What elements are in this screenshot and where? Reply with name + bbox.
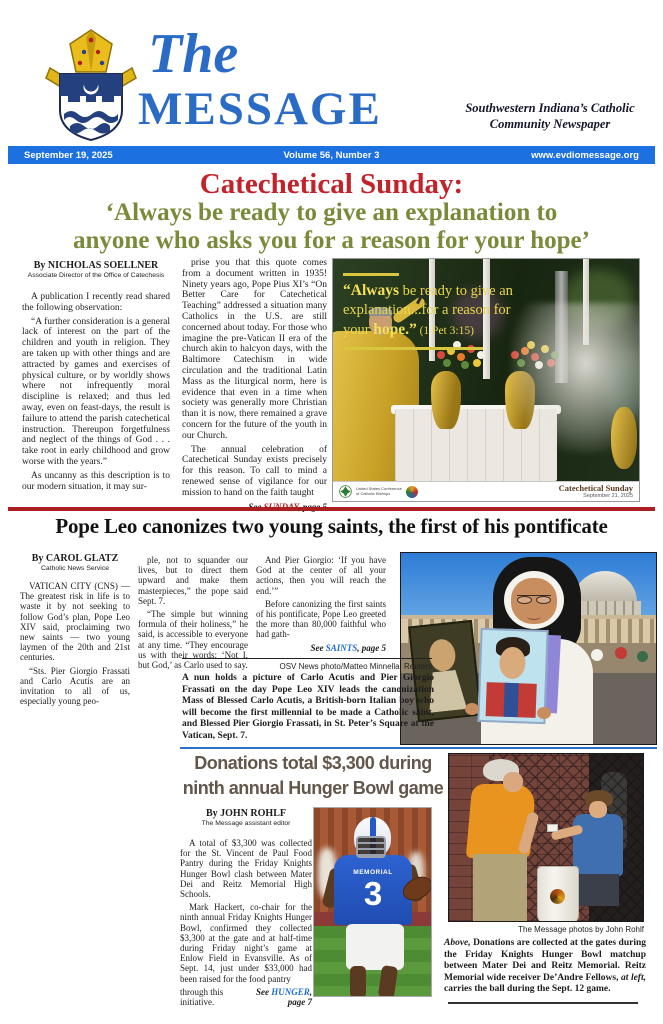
boy-face: [589, 801, 607, 818]
jump-line-hunger[interactable]: See HUNGER, page 7: [255, 987, 312, 1008]
nun-hand: [537, 707, 551, 719]
byline-author-title: Catholic News Service: [41, 565, 109, 572]
donation-collection-photo: [448, 753, 644, 922]
portrait-face: [499, 647, 526, 680]
thurible: [611, 407, 637, 469]
tagline-line1: Southwestern Indiana’s Catholic: [465, 101, 635, 115]
paragraph: And Pier Giorgio: ‘If you have God at the center of all your actions, then you will reach the end.’”: [256, 555, 386, 596]
volunteer-pants: [473, 854, 527, 922]
football-player-photo: [313, 807, 432, 997]
photo-credit: The Message photos by John Rohlf: [518, 925, 644, 934]
paragraph: “A further consideration is a general lack of interest on the part of the children and youth in religion. They are taken up with other things and are attracted by games and exercises of physical culture, or by worldly shows where not infrequently moral discipline is relaxed; and thus led away, even on feast-days, the result is failure to attend the parish catechetical instruction. Thereupon forgetfulness and neglect of the things of God . . . take root in early childhood and grow worse with the years.”: [22, 316, 170, 467]
quote-rule-bottom: [343, 347, 483, 350]
article2-column3: [256, 555, 386, 653]
gold-vase: [431, 371, 461, 429]
nun-glasses: [517, 595, 551, 604]
tagline-line2: Community Newspaper: [489, 117, 611, 131]
altar-scene: [333, 259, 639, 481]
article2-headline: Pope Leo canonizes two young saints, the first of his pontificate: [55, 514, 608, 538]
footer-title: Catechetical Sunday: [558, 483, 633, 493]
article2-column2: [138, 555, 248, 673]
diocese-crest-icon: [36, 28, 146, 144]
paragraph: VATICAN CITY (CNS) — The greatest risk in life is to waste it by not seeking to follow God’s plan, Pope Leo XIV said, proclaiming two new saints — two young laymen of the 20th and 21st centuries.: [20, 581, 130, 663]
byline-author-title: Associate Director of the Office of Catechesis: [27, 272, 165, 279]
crowd-person: [637, 651, 648, 662]
boy-shorts: [577, 874, 619, 906]
article2-byline: [20, 553, 130, 572]
paper-title-the: The: [148, 23, 239, 85]
jump-line-saints[interactable]: See SAINTS, page 5: [310, 642, 386, 653]
article3-byline: [180, 808, 312, 827]
catechetical-sunday-logo-icon: [406, 486, 418, 498]
paragraph: prise you that this quote comes from a document written in 1935! Ninety years ago, Pope Pius XI’s “On Better Care for Catechetical Teaching” addressed a situation many Catholics in the U.S. are still concerned about today. For those who imagine the pre-Vatican II era of the church akin to halcyon days, with the Baltimore Catechism in wide circulation and the traditional Latin Mass as the liturgical norm, here is evidence that even in a time when society was generally more Christian than it is now, there remained a grave concern for the future of the youth in our Church.: [182, 258, 327, 441]
photo-footer-right: [559, 484, 633, 499]
issue-date: September 19, 2025: [24, 149, 113, 161]
catechetical-sunday-photo: [332, 258, 640, 502]
section-divider-red: [8, 507, 655, 511]
portrait-shirt: [486, 682, 537, 718]
article1-headline-line2: anyone who asks you for a reason for your hope’: [73, 227, 590, 254]
bucket-logo: [550, 889, 565, 904]
nun-hand: [465, 703, 479, 715]
nun-photo-caption: A nun holds a picture of Carlo Acutis and Pier Giorgio Frassati on the day Pope Leo XIV leads the canonization Mass of Blessed Carlo Acutis, a British-born Italian boy who will become the first millennial to be made a Catholic saint, and Blessed Pier Giorgio Frassati, in St. Peter’s Square at the Vatican, Sept. 7.: [182, 673, 434, 741]
article1-kicker: Catechetical Sunday:: [199, 168, 464, 200]
article3-last-row: [180, 987, 312, 1007]
photo-credit: OSV News photo/Matteo Minnella, Reuters: [279, 662, 432, 671]
donation-bucket: [537, 866, 579, 922]
section-divider-blue: [180, 747, 657, 749]
flower-arrangement: [437, 351, 445, 359]
footer-date: September 21, 2025: [583, 493, 633, 499]
jersey-team-name: MEMORIAL: [353, 869, 393, 876]
st-peters-dome: [573, 571, 637, 605]
paragraph: “The simple but winning formula of their holiness,” he said, is accessible to everyone at any time. “They encourage us with their words: ‘Not I, but God,’ as Carlo used to say.: [138, 609, 248, 671]
article1-column1: [22, 292, 170, 495]
crowd-person: [591, 649, 603, 661]
player-pants: [346, 924, 404, 970]
nun-smile: [527, 613, 541, 620]
facemask: [356, 836, 386, 858]
paragraph-tail: through this initiative.: [180, 986, 224, 1008]
byline-author-title: The Message assistant editor: [201, 820, 291, 827]
date-bar: [8, 146, 655, 164]
article1-headline-line1: ‘Always be ready to give an explanation to: [105, 199, 558, 226]
paragraph: As uncanny as this description is to our modern situation, it may sur-: [22, 470, 170, 492]
byline-author: By NICHOLAS SOELLNER: [33, 260, 159, 271]
website-link[interactable]: www.evdiomessage.org: [531, 149, 639, 161]
usccb-logo-icon: [339, 485, 352, 498]
player-leg: [350, 966, 366, 997]
article2-column1: [20, 581, 130, 709]
paragraph: ple, not to squander our lives, but to direct them upward and make them masterpieces,” the pope said Sept. 7.: [138, 555, 248, 606]
paragraph: A total of $3,300 was collected for the St. Vincent de Paul Food Pantry during the Friday Knights Hunger Bowl clash between Mater Dei and Reitz Memorial High Schools.: [180, 838, 312, 900]
article1-byline: [22, 260, 170, 279]
paragraph: A publication I recently read shared the following observation:: [22, 292, 170, 313]
donation-bill: [547, 824, 558, 832]
byline-author: By JOHN ROHLF: [205, 808, 286, 819]
hunger-bowl-caption: Above, Donations are collected at the gates during the Friday Knights Hunger Bowl matchup between Mater Dei and Reitz Memorial. Reitz Memorial wide receiver De’Andre Fellows, at left, carries the ball during the Sept. 12 game.: [444, 938, 646, 994]
volume-number: Volume 56, Number 3: [283, 149, 380, 161]
portrait-face: [428, 638, 457, 673]
paper-title: MESSAGE: [138, 83, 382, 135]
volunteer-face: [503, 772, 523, 792]
photo-quote: “Always be ready to give an explanation...for a reason for your hope.” (1 Pet 3:15): [343, 282, 513, 338]
headline-line2: ninth annual Hunger Bowl game: [182, 778, 444, 798]
paragraph: “Sts. Pier Giorgio Frassati and Carlo Acutis are an invitation to all of us, especially young peo-: [20, 665, 130, 707]
paragraph: Before canonizing the first saints of his pontificate, Pope Leo greeted the more than 80,000 faithful who had gath-: [256, 598, 386, 640]
photo-footer-strip: [333, 481, 639, 501]
byline-author: By CAROL GLATZ: [31, 553, 119, 564]
quote-rule-top: [343, 273, 399, 276]
tagline: [446, 100, 654, 132]
jersey-number: 3: [363, 875, 383, 912]
boy-shirt: [573, 814, 623, 876]
nun-canonization-photo: [400, 552, 657, 745]
player-jersey: [334, 855, 412, 925]
paragraph: The annual celebration of Catechetical Sunday exists precisely for this reason. To call to mind a renewed sense of vigilance for our mission to hand on the faith taught: [182, 444, 327, 498]
article1-column2: [182, 258, 327, 512]
crowd-person: [615, 647, 627, 659]
paragraph: Mark Hackert, co-chair for the ninth annual Friday Knights Hunger Bowl, confirmed they collected $3,300 at the gate and at half-time during Friday night’s game at Enlow Field in Evansville. As of Sept. 14, just under $33,000 had been raised for the food pantry: [180, 902, 312, 984]
article3-column: [180, 838, 312, 1007]
article3-headline: [168, 751, 458, 801]
caption-end-rule: [448, 1002, 638, 1004]
usccb-logo-text: United States Conference of Catholic Bishops: [356, 485, 402, 496]
caption-rule: [182, 658, 432, 659]
headline-line1: Donations total $3,300 during: [194, 753, 432, 773]
